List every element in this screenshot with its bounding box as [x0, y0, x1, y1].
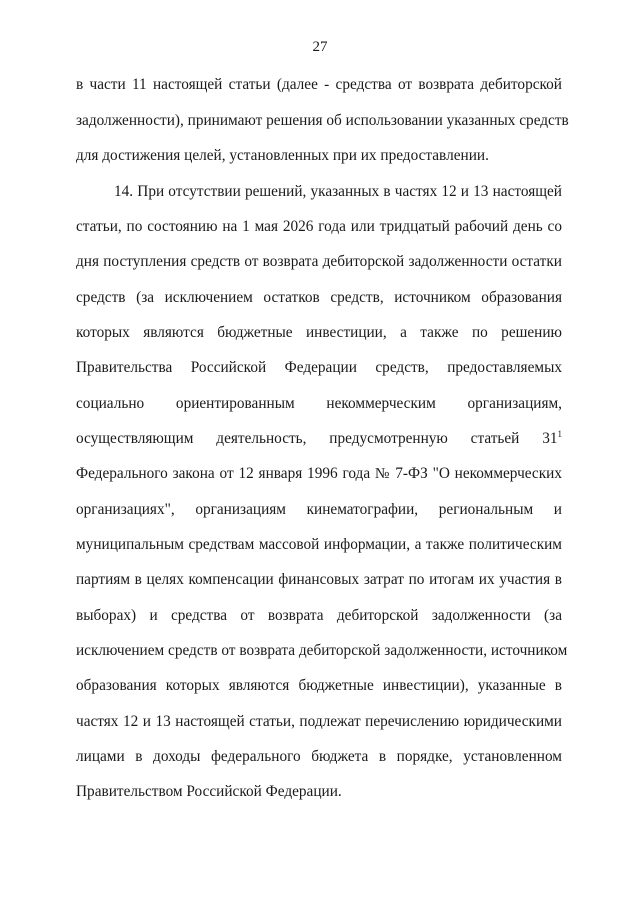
text-line: организациях", организациям кинематографии, региональным и — [76, 501, 562, 518]
text-line: муниципальным средствам массовой информации, а также политическим — [76, 536, 562, 553]
text-line: Правительства Российской Федерации средств, предоставляемых — [76, 359, 562, 376]
paragraph-start-line: 14. При отсутствии решений, указанных в частях 12 и 13 настоящей — [114, 183, 562, 200]
text-line: частях 12 и 13 настоящей статьи, подлежат перечислению юридическими — [76, 713, 562, 730]
text-line: Федерального закона от 12 января 1996 года № 7-ФЗ "О некоммерческих — [76, 465, 562, 482]
text-line: лицами в доходы федерального бюджета в порядке, установленном — [76, 748, 562, 765]
text-line: в части 11 настоящей статьи (далее - средства от возврата дебиторской — [76, 76, 562, 93]
text-line: выборах) и средства от возврата дебиторской задолженности (за — [76, 607, 562, 624]
text-line: задолженности), принимают решения об использовании указанных средств — [76, 112, 569, 129]
superscript-marker: 1 — [557, 429, 562, 439]
text-line: дня поступления средств от возврата дебиторской задолженности остатки — [76, 253, 562, 270]
text-line: средств (за исключением остатков средств, источником образования — [76, 289, 562, 306]
page-number: 27 — [312, 39, 328, 55]
text-segment: осуществляющим деятельность, предусмотренную статьей 31 — [76, 430, 558, 447]
text-line: статьи, по состоянию на 1 мая 2026 года или тридцатый рабочий день со — [76, 218, 562, 235]
text-line: которых являются бюджетные инвестиции, а также по решению — [76, 324, 562, 341]
text-line-with-superscript — [76, 430, 562, 448]
text-line: образования которых являются бюджетные инвестиции), указанные в — [76, 677, 562, 694]
text-line: партиям в целях компенсации финансовых затрат по итогам их участия в — [76, 571, 562, 588]
text-line: для достижения целей, установленных при их предоставлении. — [76, 147, 489, 164]
text-line: исключением средств от возврата дебиторской задолженности, источником — [76, 642, 568, 659]
text-line: социально ориентированным некоммерческим организациям, — [76, 395, 562, 412]
text-line: Правительством Российской Федерации. — [76, 783, 342, 800]
